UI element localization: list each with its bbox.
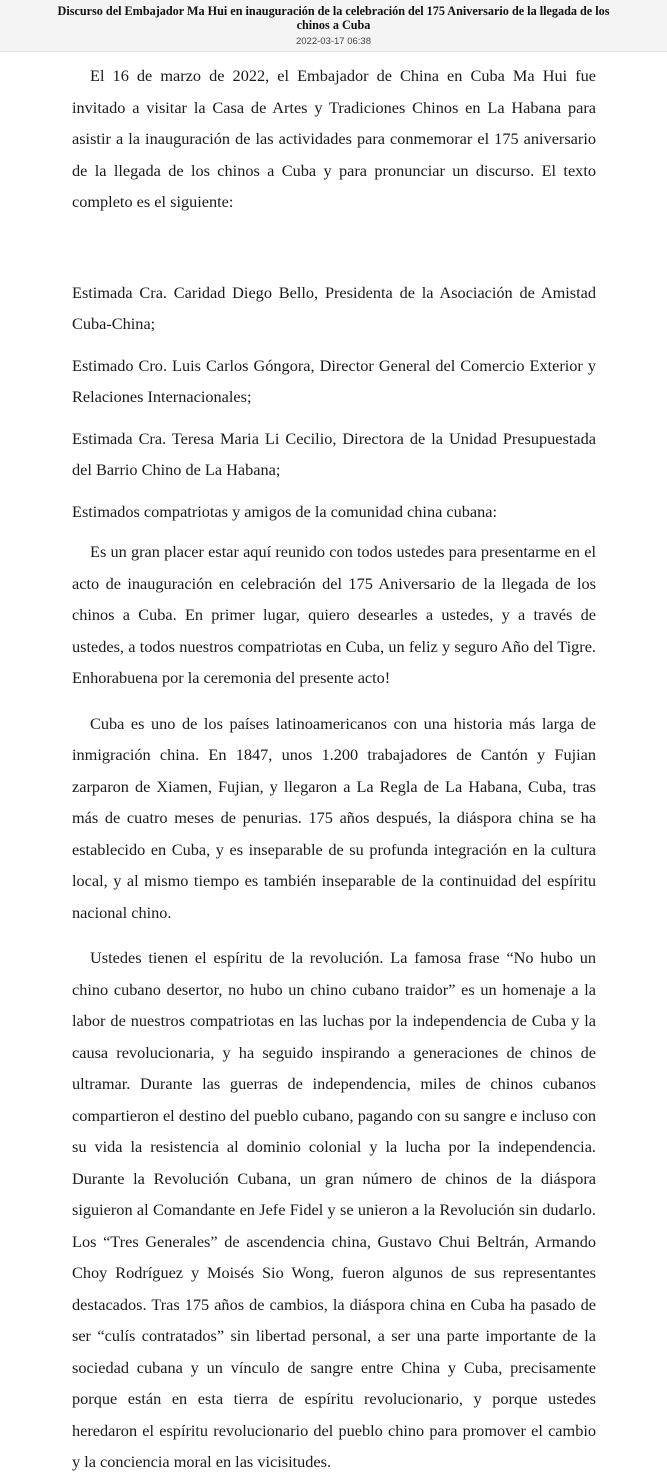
body-paragraph: Cuba es uno de los países latinoamericanos con una historia más larga de inmigración china. En 1847, unos 1.200 trabajadores de Cantón y Fujian zarparon de Xiamen, Fujian, y llegaron a La Regla de La Habana, Cuba, tras más de cuatro meses de penurias. 175 años después, la diáspora china se ha establecido en Cuba, y es inseparable de su profunda integración en la cultura local, y al mismo tiempo es también inseparable de la continuidad del espíritu nacional chino. — [72, 713, 596, 922]
publish-date: 2022-03-17 06:38 — [295, 36, 371, 47]
greeting-line: Estimada Cra. Caridad Diego Bello, Presidenta de la Asociación de Amistad Cuba-China; — [72, 282, 596, 333]
article-title: Discurso del Embajador Ma Hui en inauguración de la celebración del 175 Aniversario de la llegada de los chinos a Cuba — [57, 4, 610, 32]
intro-paragraph: El 16 de marzo de 2022, el Embajador de China en Cuba Ma Hui fue invitado a visitar la Casa de Artes y Tradiciones Chinos en La Habana para asistir a la inauguración de las actividades para conmemorar el 175 aniversario de la llegada de los chinos a Cuba y para pronunciar un discurso. El texto completo es el siguiente: — [72, 66, 596, 211]
body-paragraph: Ustedes tienen el espíritu de la revolución. La famosa frase “No hubo un chino cubano desertor, no hubo un chino cubano traidor” es un homenaje a la labor de nuestros compatriotas en las luchas por la independencia de Cuba y la causa revolucionaria, y ha seguido inspirando a generaciones de chinos de ultramar. Durante las guerras de independencia, miles de chinos cubanos compartieron el destino del pueblo cubano, pagando con su sangre e incluso con su vida la resistencia al dominio colonial y la lucha por la independencia. Durante la Revolución Cubana, un gran número de chinos de la diáspora siguieron al Comandante en Jefe Fidel y se unieron a la Revolución sin dudarlo. Los “Tres Generales” de ascendencia china, Gustavo Chui Beltrán, Armando Choy Rodríguez y Moisés Sio Wong, fueron algunos de sus representantes destacados. Tras 175 años de cambios, la diáspora china en Cuba ha pasado de ser “culís contratados” sin libertad personal, a ser una parte importante de la sociedad cubana y un vínculo de sangre entre China y Cuba, precisamente porque están en esta tierra de espíritu revolucionario, y porque ustedes heredaron el espíritu revolucionario del pueblo chino para promover el cambio y la conciencia moral en las vicisitudes. — [72, 948, 596, 1471]
article-body — [72, 60, 596, 1478]
greeting-line: Estimados compatriotas y amigos de la comunidad china cubana: — [72, 501, 498, 521]
greeting-line: Estimada Cra. Teresa Maria Li Cecilio, Directora de la Unidad Presupuestada del Barrio Chino de La Habana; — [72, 428, 596, 479]
article-header — [0, 0, 667, 52]
body-paragraph: Es un gran placer estar aquí reunido con todos ustedes para presentarme en el acto de inauguración en celebración del 175 Aniversario de la llegada de los chinos a Cuba. En primer lugar, quiero desearles a ustedes, y a través de ustedes, a todos nuestros compatriotas en Cuba, un feliz y seguro Año del Tigre. Enhorabuena por la ceremonia del presente acto! — [72, 542, 596, 687]
greeting-line: Estimado Cro. Luis Carlos Góngora, Director General del Comercio Exterior y Relaciones Internacionales; — [72, 355, 596, 406]
